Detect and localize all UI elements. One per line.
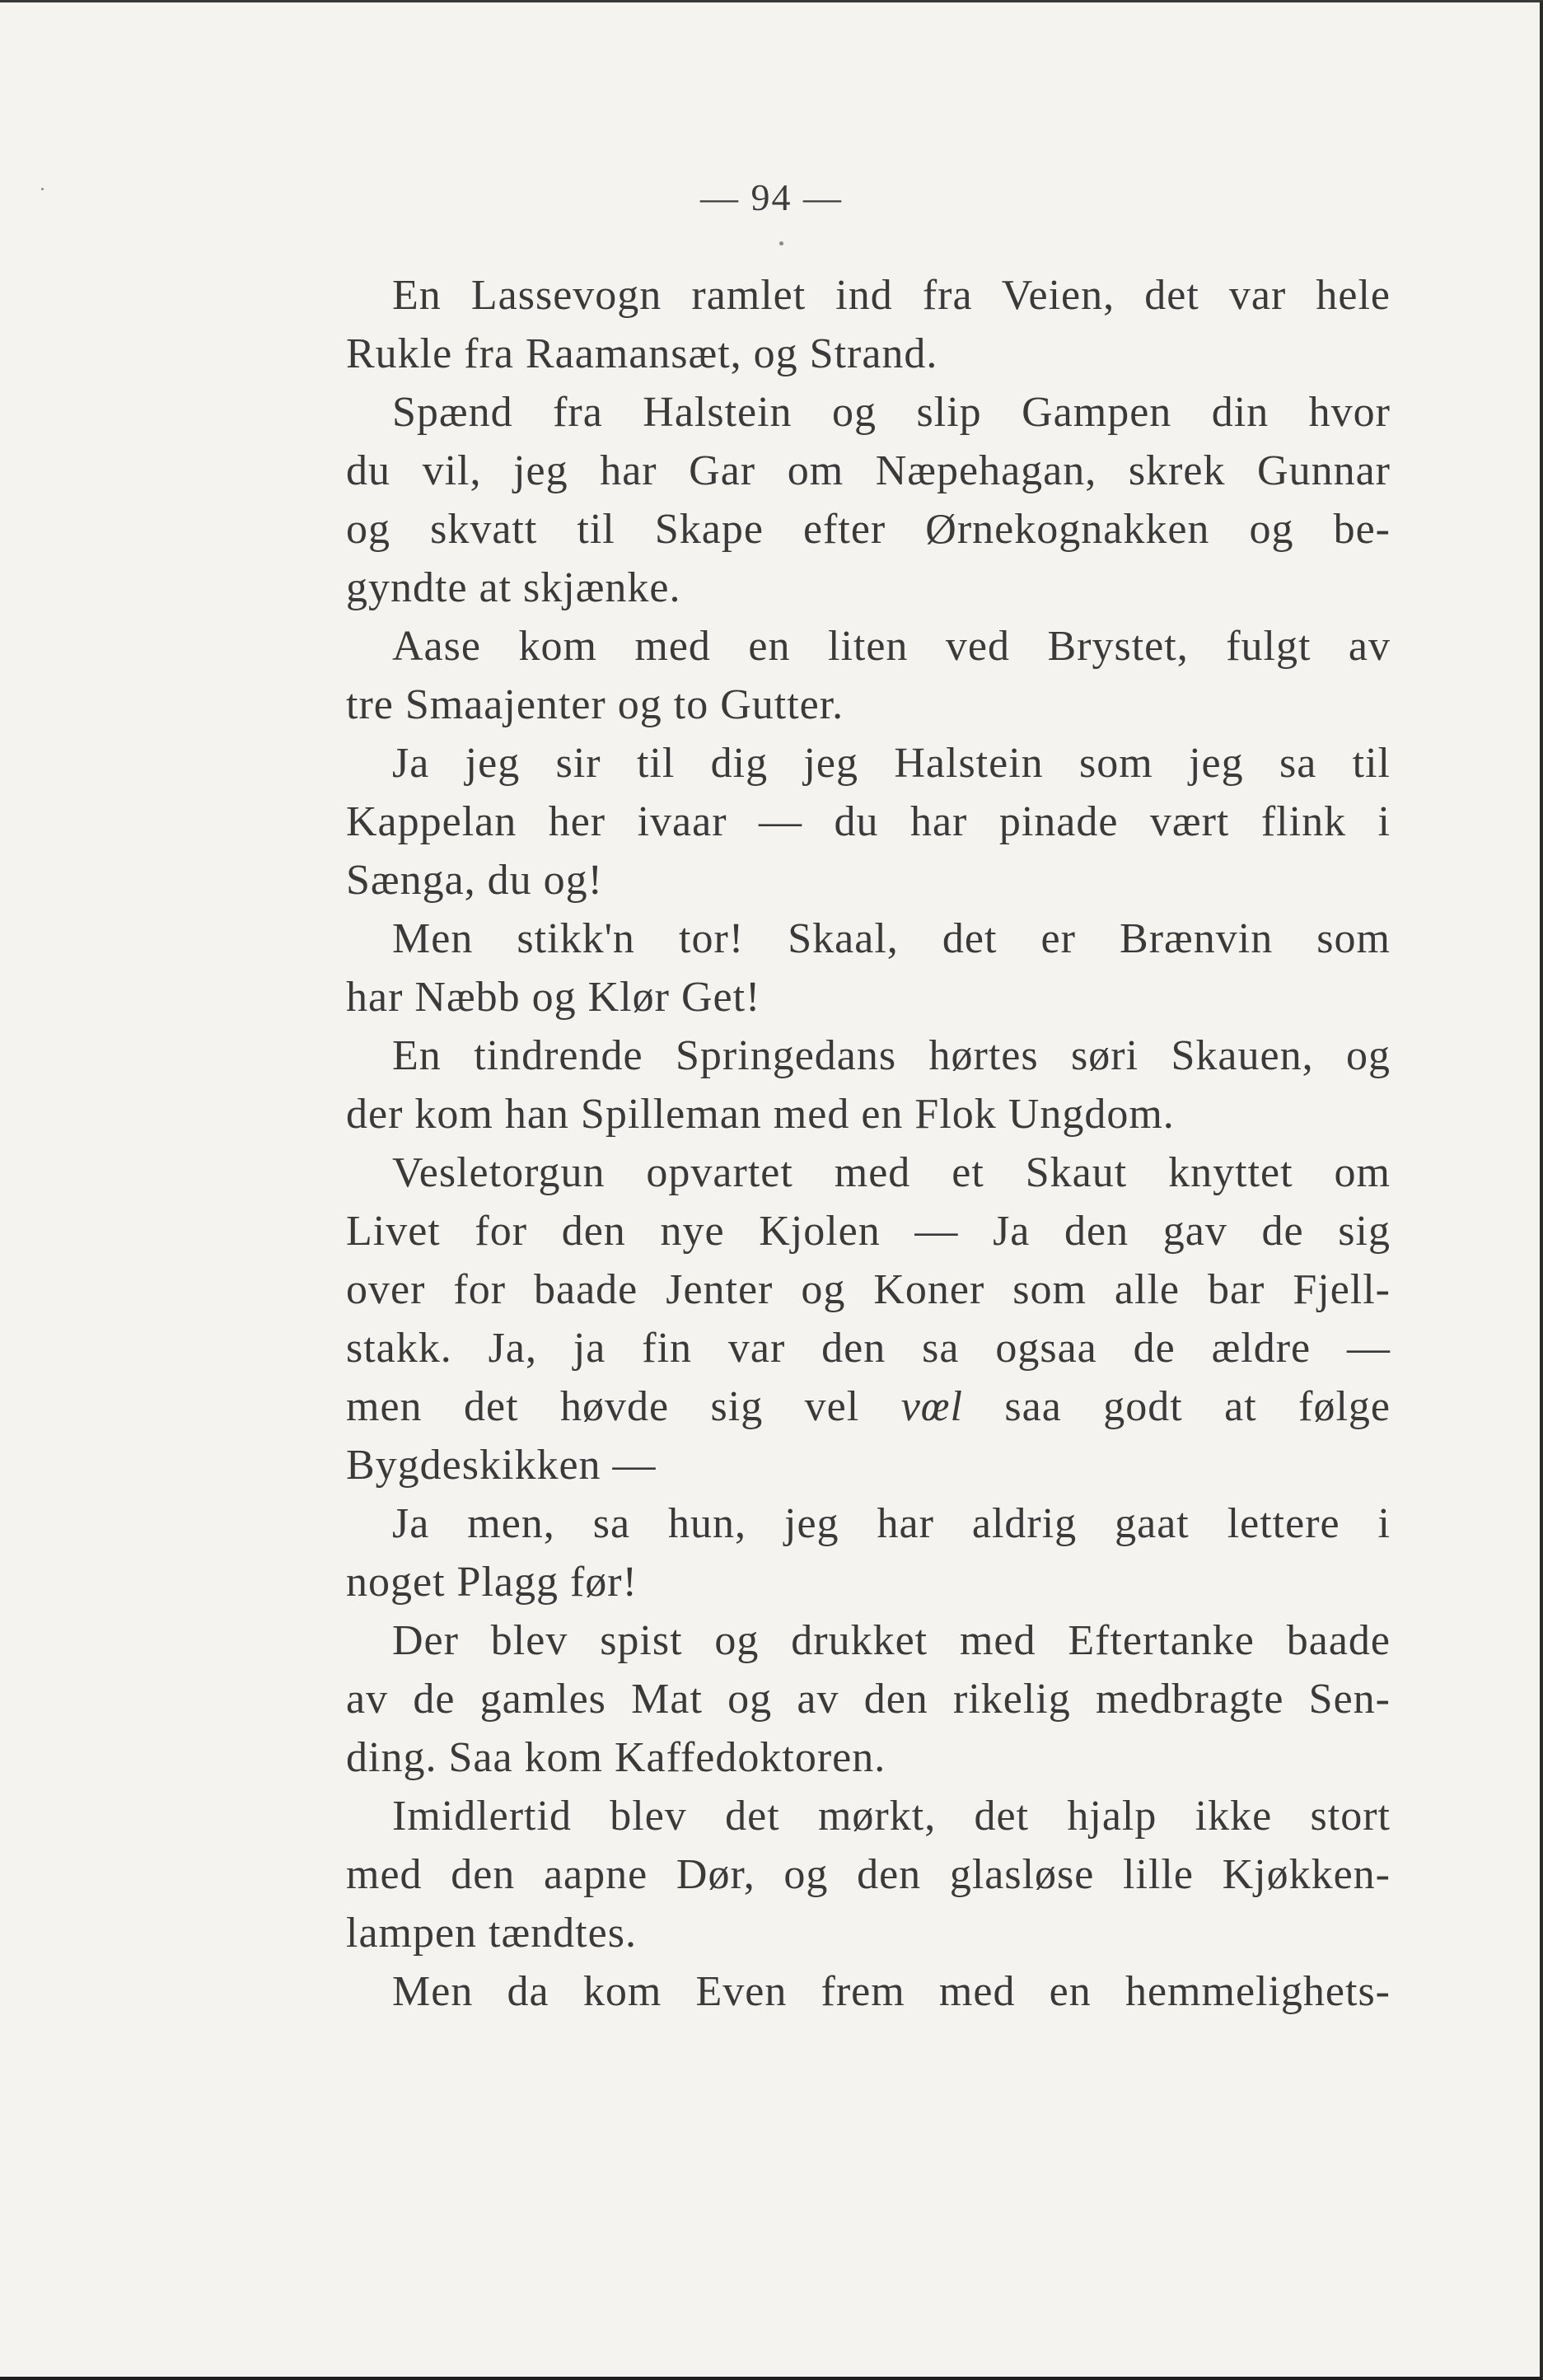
text-line: har Næbb og Klør Get! bbox=[346, 974, 761, 1021]
text-line: Sænga, du og! bbox=[346, 857, 603, 904]
text-line: gyndte at skjænke. bbox=[346, 564, 681, 611]
text-line: En Lassevogn ramlet ind fra Veien, det var hele bbox=[392, 272, 1391, 319]
ink-speck bbox=[779, 241, 783, 245]
text-segment: men det høvde sig vel bbox=[346, 1383, 901, 1430]
text-line: lampen tændtes. bbox=[346, 1910, 637, 1957]
text-line: Men stikk'n tor! Skaal, det er Brænvin som bbox=[392, 915, 1391, 962]
text-line: Der blev spist og drukket med Eftertanke baade bbox=[392, 1617, 1391, 1664]
text-line: og skvatt til Skape efter Ørnekognakken og be- bbox=[346, 506, 1391, 553]
text-line: Bygdeskikken — bbox=[346, 1442, 657, 1489]
page-number: — 94 — bbox=[700, 176, 843, 218]
text-line: over for baade Jenter og Koner som alle bar Fjell- bbox=[346, 1266, 1391, 1313]
text-line: av de gamles Mat og av den rikelig medbragte Sen- bbox=[346, 1676, 1391, 1723]
text-line: noget Plagg før! bbox=[346, 1559, 638, 1606]
text-line: Kappelan her ivaar — du har pinade vært flink i bbox=[346, 798, 1391, 845]
text-line: Ja men, sa hun, jeg har aldrig gaat lettere i bbox=[392, 1500, 1391, 1547]
text-line: Vesletorgun opvartet med et Skaut knyttet om bbox=[392, 1149, 1391, 1196]
italic-word: vœl bbox=[900, 1383, 963, 1430]
body-text bbox=[346, 266, 1391, 2021]
text-line: En tindrende Springedans hørtes søri Skauen, og bbox=[392, 1032, 1391, 1079]
text-line: Spænd fra Halstein og slip Gampen din hvor bbox=[392, 389, 1391, 436]
text-line: med den aapne Dør, og den glasløse lille Kjøkken- bbox=[346, 1851, 1391, 1898]
text-line: stakk. Ja, ja fin var den sa ogsaa de ældre — bbox=[346, 1325, 1391, 1372]
text-line-with-italic bbox=[346, 1377, 1391, 1436]
text-line: Rukle fra Raamansæt, og Strand. bbox=[346, 330, 938, 377]
text-line: Men da kom Even frem med en hemmelighets- bbox=[392, 1968, 1391, 2015]
text-line: der kom han Spilleman med en Flok Ungdom. bbox=[346, 1091, 1175, 1138]
text-line: Ja jeg sir til dig jeg Halstein som jeg sa til bbox=[392, 740, 1391, 787]
text-line: ding. Saa kom Kaffedoktoren. bbox=[346, 1734, 886, 1781]
text-segment: saa godt at følge bbox=[962, 1383, 1391, 1430]
text-line: Imidlertid blev det mørkt, det hjalp ikke stort bbox=[392, 1793, 1391, 1840]
text-line: tre Smaajenter og to Gutter. bbox=[346, 681, 844, 728]
text-line: du vil, jeg har Gar om Næpehagan, skrek Gunnar bbox=[346, 447, 1391, 494]
text-line: Livet for den nye Kjolen — Ja den gav de sig bbox=[346, 1208, 1391, 1255]
text-line: Aase kom med en liten ved Brystet, fulgt av bbox=[392, 623, 1391, 670]
